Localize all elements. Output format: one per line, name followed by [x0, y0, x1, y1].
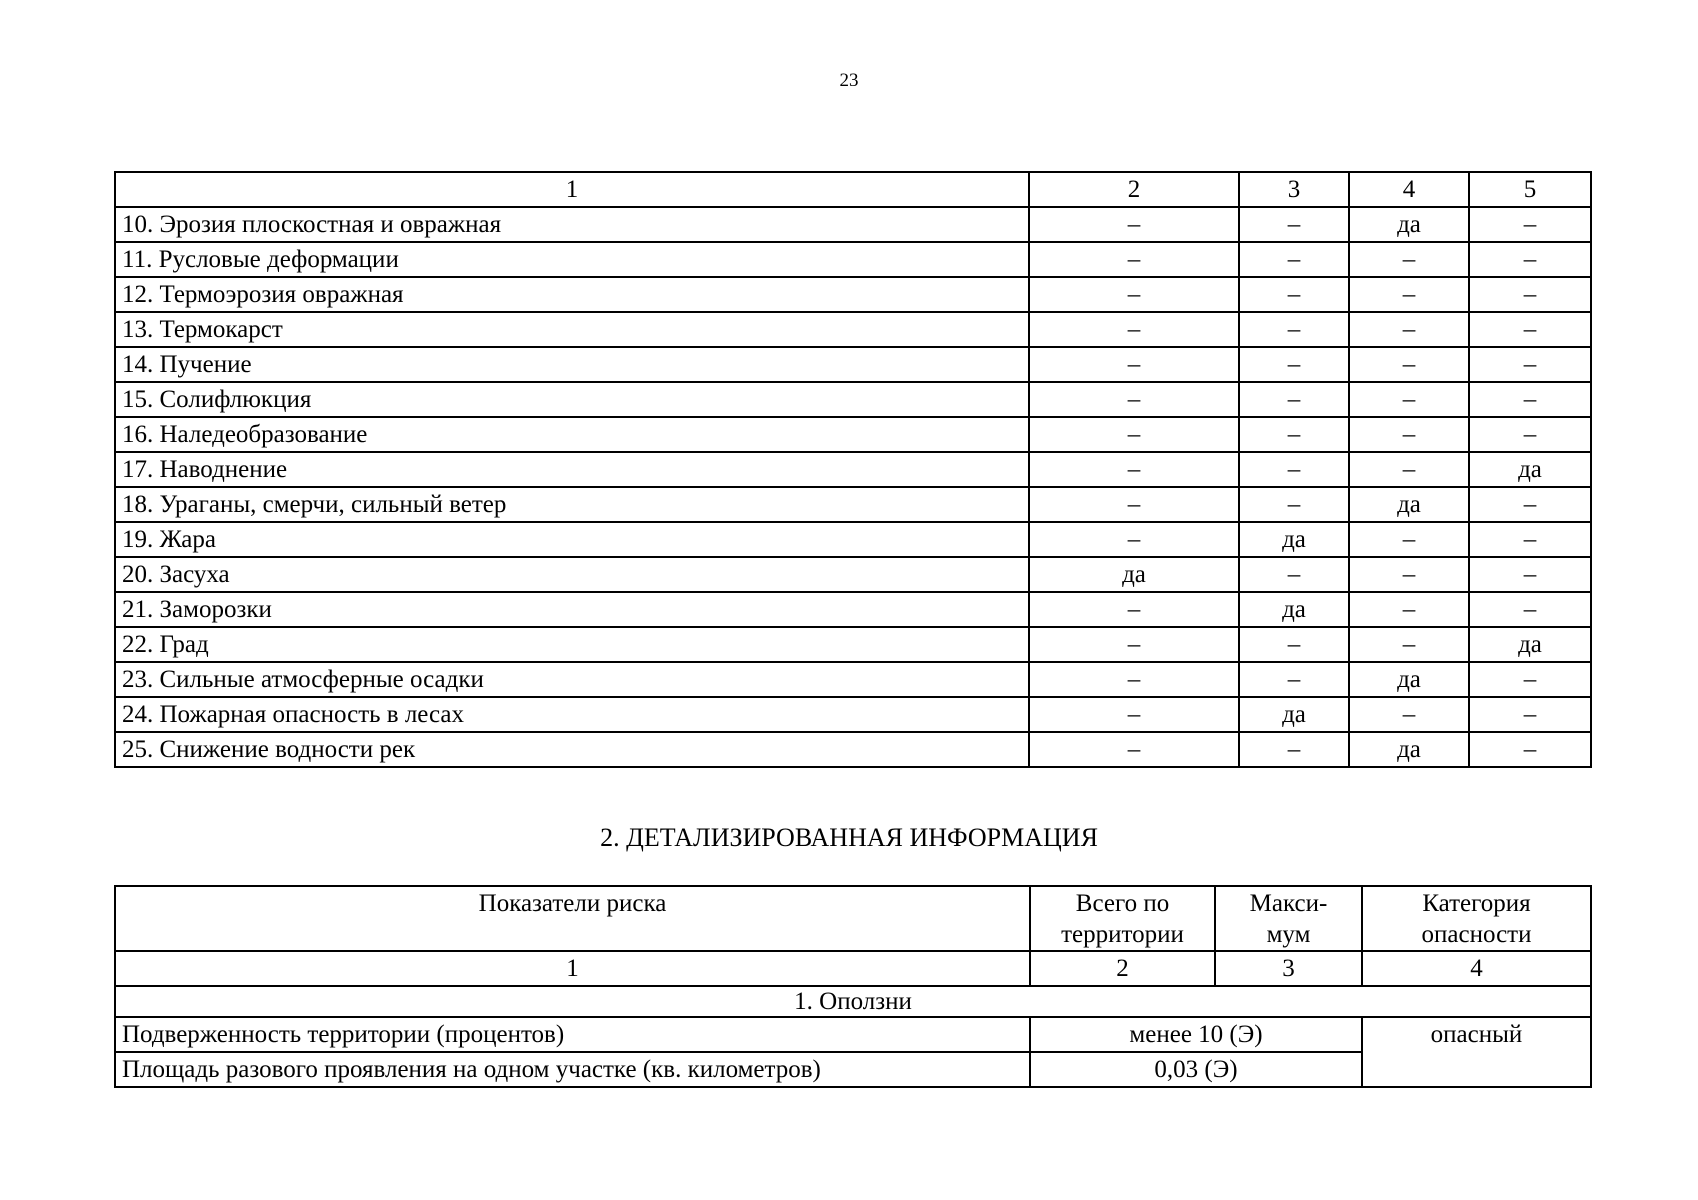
header-maximum-line-2: мум	[1266, 921, 1311, 948]
hazard-name: 24. Пожарная опасность в лесах	[115, 697, 1029, 732]
column-number-4: 4	[1349, 172, 1469, 207]
hazard-value-col-4: –	[1349, 417, 1469, 452]
hazard-name: 13. Термокарст	[115, 312, 1029, 347]
hazard-value-col-5: да	[1469, 452, 1591, 487]
hazard-value-col-5: –	[1469, 557, 1591, 592]
detail-value: менее 10 (Э)	[1030, 1017, 1362, 1052]
hazard-value-col-4: да	[1349, 662, 1469, 697]
hazard-value-col-3: –	[1239, 207, 1349, 242]
hazard-value-col-5: –	[1469, 382, 1591, 417]
detail-indicator: Подверженность территории (процентов)	[115, 1017, 1030, 1052]
hazards-table-header-row	[115, 172, 1591, 207]
header-category-line-1: Категория	[1422, 890, 1531, 917]
hazard-value-col-4: –	[1349, 347, 1469, 382]
hazard-value-col-2: –	[1029, 382, 1239, 417]
hazard-value-col-5: да	[1469, 627, 1591, 662]
hazard-value-col-3: –	[1239, 277, 1349, 312]
hazard-value-col-3: –	[1239, 417, 1349, 452]
section-title: 2. ДЕТАЛИЗИРОВАННАЯ ИНФОРМАЦИЯ	[600, 823, 1098, 852]
section-row-landslides	[115, 986, 1591, 1017]
hazard-value-col-3: –	[1239, 557, 1349, 592]
hazard-name: 10. Эрозия плоскостная и овражная	[115, 207, 1029, 242]
hazard-row	[115, 347, 1591, 382]
hazard-value-col-2: да	[1029, 557, 1239, 592]
hazards-table	[114, 171, 1592, 768]
header-total	[1030, 886, 1215, 951]
hazard-row	[115, 277, 1591, 312]
hazard-value-col-4: да	[1349, 487, 1469, 522]
hazard-value-col-4: –	[1349, 312, 1469, 347]
hazard-value-col-2: –	[1029, 662, 1239, 697]
hazard-value-col-3: –	[1239, 382, 1349, 417]
hazard-value-col-2: –	[1029, 312, 1239, 347]
hazard-row	[115, 627, 1591, 662]
hazard-value-col-3: –	[1239, 452, 1349, 487]
hazard-value-col-4: –	[1349, 452, 1469, 487]
hazard-value-col-5: –	[1469, 242, 1591, 277]
hazard-value-col-3: –	[1239, 627, 1349, 662]
header-category	[1362, 886, 1591, 951]
column-number-3: 3	[1239, 172, 1349, 207]
hazard-row	[115, 312, 1591, 347]
hazard-value-col-5: –	[1469, 732, 1591, 767]
hazard-value-col-2: –	[1029, 592, 1239, 627]
column-number-1: 1	[115, 951, 1030, 986]
hazard-value-col-2: –	[1029, 697, 1239, 732]
hazard-value-col-3: –	[1239, 242, 1349, 277]
column-number-3: 3	[1215, 951, 1362, 986]
detail-indicator: Площадь разового проявления на одном участке (кв. километров)	[115, 1052, 1030, 1087]
hazard-value-col-3: –	[1239, 347, 1349, 382]
hazard-row	[115, 697, 1591, 732]
hazard-value-col-2: –	[1029, 452, 1239, 487]
hazard-value-col-3: да	[1239, 522, 1349, 557]
hazard-value-col-2: –	[1029, 487, 1239, 522]
page-number: 23	[839, 70, 859, 91]
hazard-row	[115, 207, 1591, 242]
hazard-name: 22. Град	[115, 627, 1029, 662]
column-number-5: 5	[1469, 172, 1591, 207]
hazard-value-col-4: да	[1349, 732, 1469, 767]
hazard-value-col-3: –	[1239, 662, 1349, 697]
hazard-value-col-5: –	[1469, 277, 1591, 312]
detailed-table-column-numbers-row	[115, 951, 1591, 986]
hazard-value-col-3: да	[1239, 697, 1349, 732]
hazard-value-col-5: –	[1469, 487, 1591, 522]
hazard-value-col-3: –	[1239, 312, 1349, 347]
detailed-table-header-row	[115, 886, 1591, 951]
hazard-row	[115, 557, 1591, 592]
header-category-line-2: опасности	[1421, 921, 1532, 948]
detail-row	[115, 1017, 1591, 1052]
hazard-row	[115, 487, 1591, 522]
hazard-value-col-4: –	[1349, 242, 1469, 277]
hazard-row	[115, 732, 1591, 767]
hazard-value-col-4: –	[1349, 697, 1469, 732]
hazard-category-value: опасный	[1362, 1017, 1591, 1087]
hazard-value-col-5: –	[1469, 312, 1591, 347]
hazard-value-col-2: –	[1029, 732, 1239, 767]
header-total-line-1: Всего по	[1075, 890, 1170, 917]
header-maximum	[1215, 886, 1362, 951]
hazard-name: 25. Снижение водности рек	[115, 732, 1029, 767]
header-total-line-2: территории	[1061, 921, 1184, 948]
hazard-value-col-3: –	[1239, 732, 1349, 767]
hazard-row	[115, 452, 1591, 487]
hazard-value-col-5: –	[1469, 592, 1591, 627]
hazard-name: 18. Ураганы, смерчи, сильный ветер	[115, 487, 1029, 522]
hazard-row	[115, 382, 1591, 417]
hazard-name: 20. Засуха	[115, 557, 1029, 592]
hazard-value-col-4: –	[1349, 277, 1469, 312]
hazard-value-col-2: –	[1029, 417, 1239, 452]
column-number-4: 4	[1362, 951, 1591, 986]
hazard-row	[115, 417, 1591, 452]
hazard-value-col-2: –	[1029, 522, 1239, 557]
hazard-value-col-3: да	[1239, 592, 1349, 627]
hazard-value-col-3: –	[1239, 487, 1349, 522]
hazard-value-col-4: –	[1349, 592, 1469, 627]
section-row-label: 1. Оползни	[115, 986, 1591, 1017]
column-number-2: 2	[1030, 951, 1215, 986]
hazard-row	[115, 242, 1591, 277]
hazard-value-col-4: –	[1349, 557, 1469, 592]
hazard-name: 12. Термоэрозия овражная	[115, 277, 1029, 312]
hazard-name: 16. Наледеобразование	[115, 417, 1029, 452]
hazard-value-col-4: –	[1349, 382, 1469, 417]
detail-value: 0,03 (Э)	[1030, 1052, 1362, 1087]
hazard-value-col-5: –	[1469, 662, 1591, 697]
hazard-value-col-2: –	[1029, 277, 1239, 312]
hazard-name: 11. Русловые деформации	[115, 242, 1029, 277]
hazard-name: 21. Заморозки	[115, 592, 1029, 627]
hazard-value-col-5: –	[1469, 207, 1591, 242]
hazard-value-col-2: –	[1029, 242, 1239, 277]
hazard-value-col-4: –	[1349, 627, 1469, 662]
column-number-2: 2	[1029, 172, 1239, 207]
hazard-name: 23. Сильные атмосферные осадки	[115, 662, 1029, 697]
hazard-row	[115, 592, 1591, 627]
detailed-info-table	[114, 885, 1592, 1088]
hazard-name: 14. Пучение	[115, 347, 1029, 382]
hazard-name: 17. Наводнение	[115, 452, 1029, 487]
header-maximum-line-1: Макси-	[1249, 890, 1328, 917]
hazard-name: 19. Жара	[115, 522, 1029, 557]
hazard-value-col-5: –	[1469, 697, 1591, 732]
column-number-1: 1	[115, 172, 1029, 207]
hazard-value-col-2: –	[1029, 207, 1239, 242]
hazard-value-col-2: –	[1029, 347, 1239, 382]
hazard-value-col-5: –	[1469, 522, 1591, 557]
hazard-row	[115, 522, 1591, 557]
hazard-value-col-4: –	[1349, 522, 1469, 557]
hazard-value-col-5: –	[1469, 347, 1591, 382]
hazard-row	[115, 662, 1591, 697]
hazard-value-col-2: –	[1029, 627, 1239, 662]
hazard-value-col-5: –	[1469, 417, 1591, 452]
hazard-value-col-4: да	[1349, 207, 1469, 242]
header-indicators: Показатели риска	[115, 886, 1030, 951]
hazard-name: 15. Солифлюкция	[115, 382, 1029, 417]
